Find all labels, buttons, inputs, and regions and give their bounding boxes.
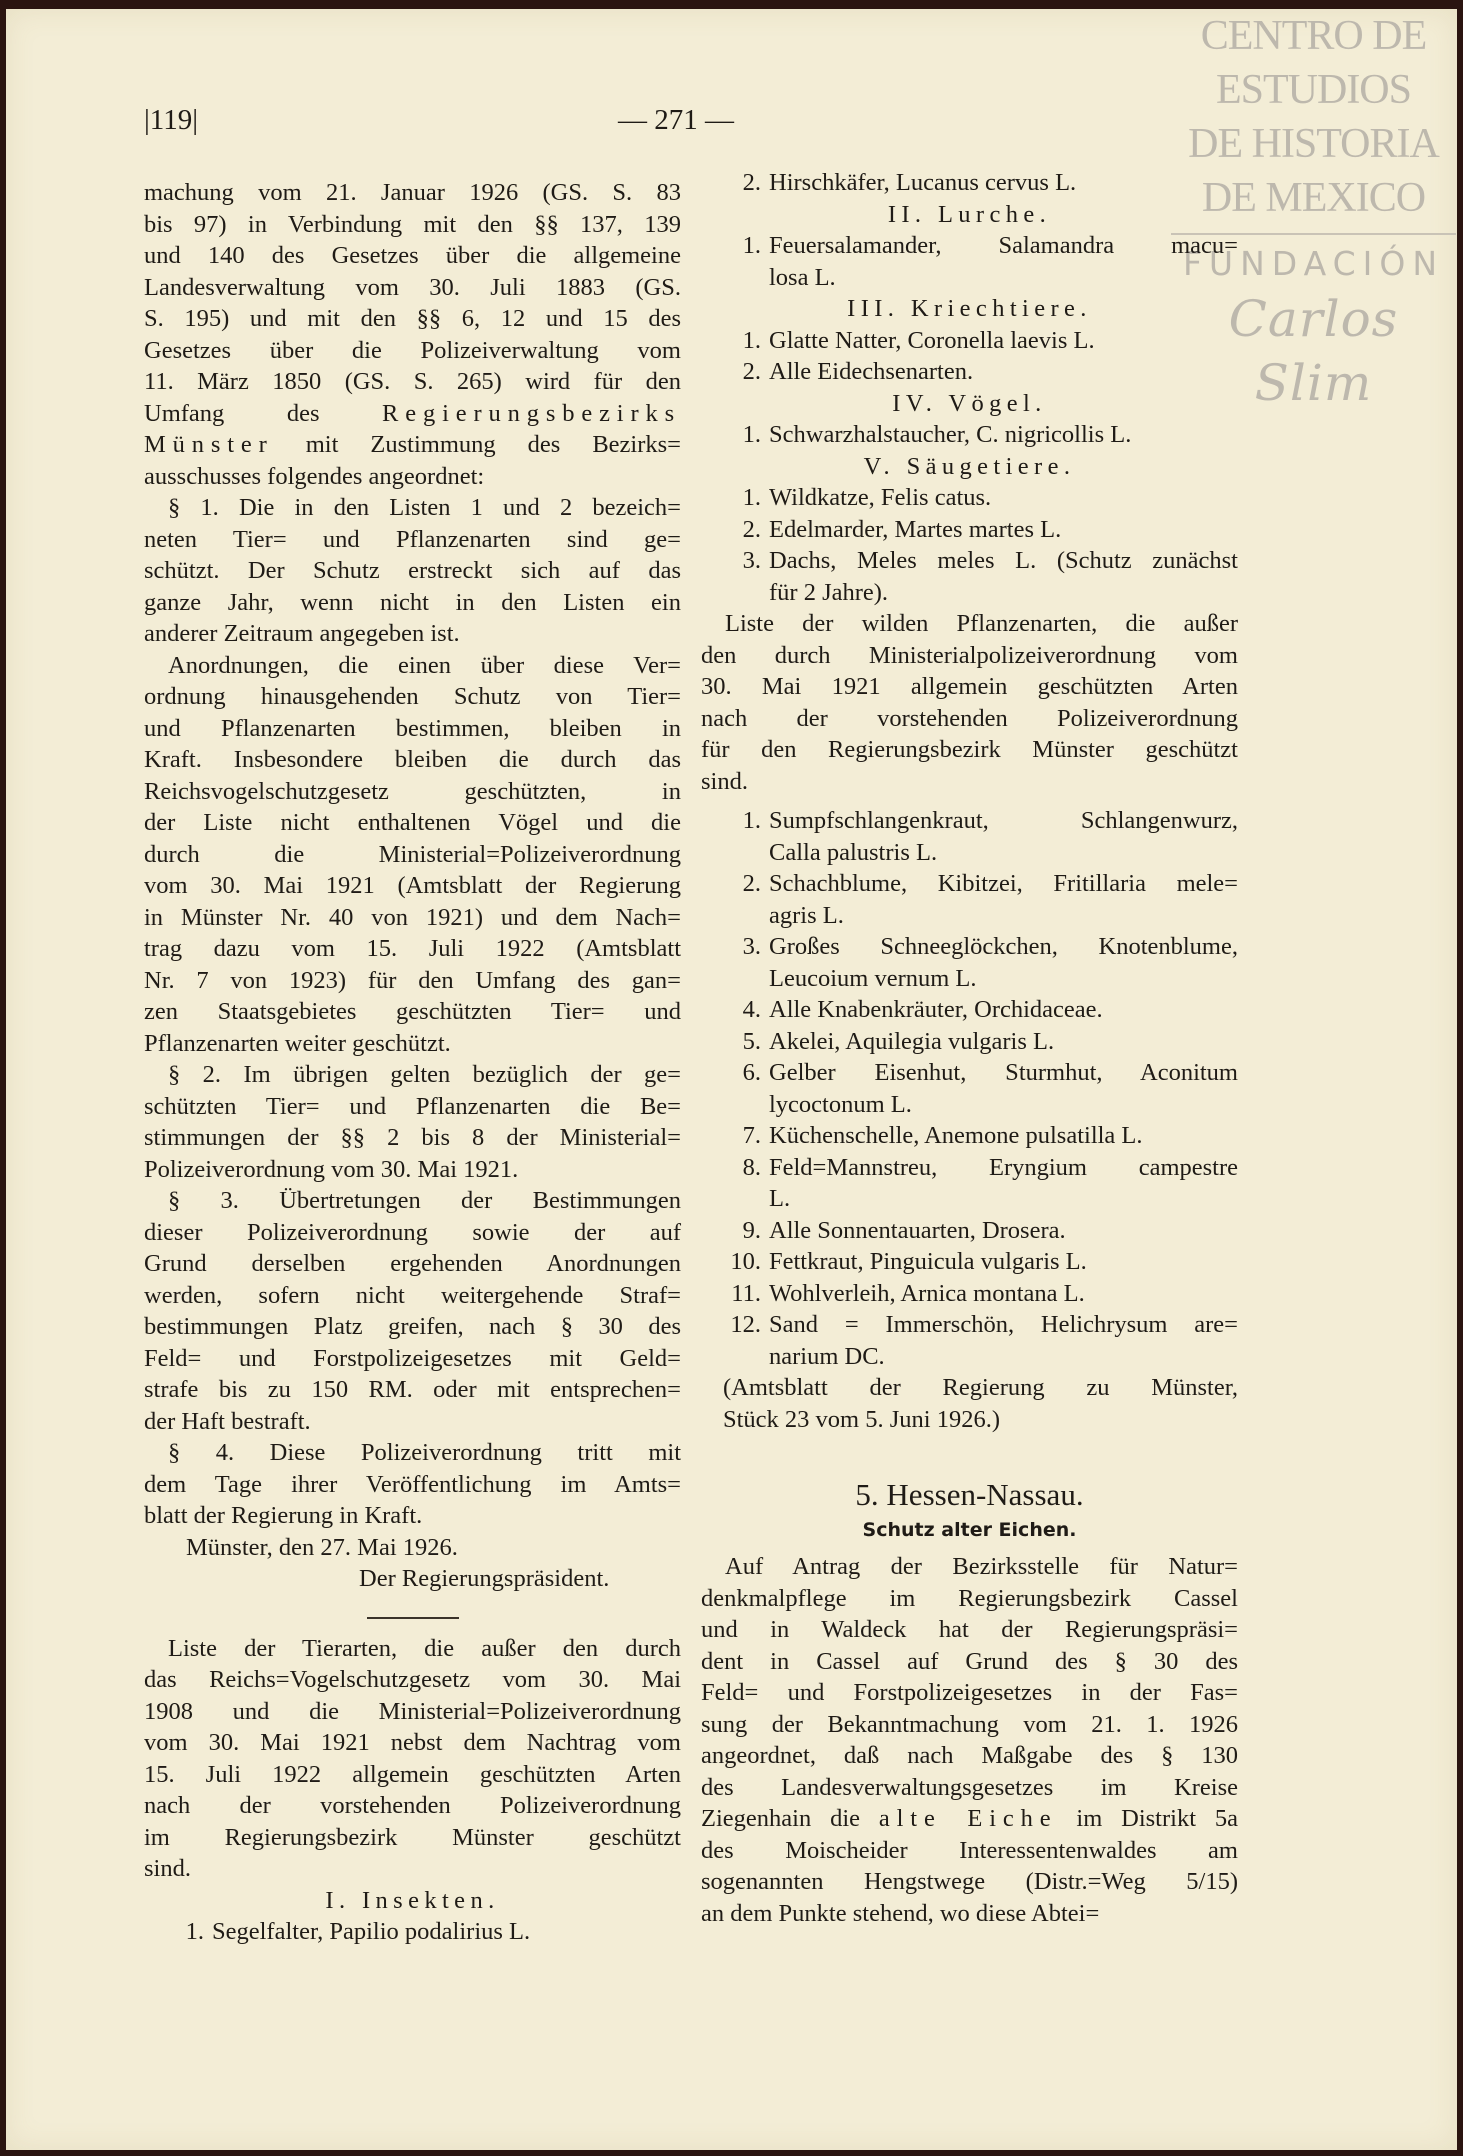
item-text (212, 1916, 681, 1948)
item-number: 2. (742, 870, 761, 897)
item-text (769, 931, 1238, 994)
text-line: Gesetzes über die Polizeiverwaltung vom (144, 336, 681, 364)
item-text (769, 1215, 1238, 1247)
item-text (769, 1152, 1238, 1215)
item-number: 1. (185, 1918, 204, 1945)
text-line: § 1. Die in den Listen 1 und 2 bezeich= (168, 494, 681, 521)
text-line (144, 398, 681, 430)
text-line: Reichsvogelschutzgesetz geschützten, in (144, 777, 681, 805)
text-line: des Landesverwaltungsgesetzes im Kreise (701, 1773, 1238, 1801)
text-line: der Liste nicht enthaltenen Vögel und die (144, 809, 681, 836)
text-line: Segelfalter, Papilio podalirius L. (212, 1918, 531, 1945)
list-item (701, 868, 1238, 931)
item-text (769, 805, 1238, 868)
text-segment: Regierungsbezirks (382, 399, 681, 427)
item-text (769, 1120, 1238, 1152)
page-number: — 271 — (618, 104, 734, 136)
list-item (701, 1309, 1238, 1372)
text-line: Küchenschelle, Anemone pulsatilla L. (769, 1122, 1143, 1149)
text-line: neten Tier= und Pflanzenarten sind ge= (144, 525, 681, 553)
text-line: Glatte Natter, Coronella laevis L. (769, 326, 1095, 354)
item-text (769, 325, 1238, 357)
text-line: agris L. (769, 901, 844, 929)
item-number: 1. (742, 484, 761, 511)
text-line: für den Regierungsbezirk Münster geschützt (701, 736, 1238, 763)
text-line: Leucoium vernum L. (769, 964, 977, 992)
item-number: 12. (730, 1311, 761, 1338)
item-text (769, 1246, 1238, 1278)
text-line: Liste der Tierarten, die außer den durch (168, 1634, 681, 1662)
paragraph (701, 608, 1238, 797)
text-line: Sand = Immerschön, Helichrysum are= (769, 1311, 1238, 1338)
list-item (701, 1152, 1238, 1215)
item-text (769, 356, 1238, 388)
text-line: sind. (144, 1855, 191, 1882)
text-line: bestimmungen Platz greifen, nach § 30 des (144, 1313, 681, 1340)
text-line: bis 97) in Verbindung mit den §§ 137, 139 (144, 210, 681, 238)
watermark-line: ESTUDIOS (1215, 67, 1411, 113)
text-line: Wohlverleih, Arnica montana L. (769, 1279, 1085, 1307)
list-item (701, 230, 1238, 293)
text-line: trag dazu vom 15. Juli 1922 (Amtsblatt (144, 935, 681, 962)
item-text (769, 545, 1238, 608)
item-number: 1. (742, 326, 761, 354)
text-segment: Umfang des (144, 399, 383, 427)
paragraph (144, 177, 681, 492)
text-line: nach der vorstehenden Polizeiverordnung (701, 704, 1238, 732)
text-line: Liste der wilden Pflanzenarten, die außer (725, 610, 1238, 637)
text-line: sogenannten Hengstwege (Distr.=Weg 5/15) (701, 1868, 1238, 1895)
text-line: § 4. Diese Polizeiverordnung tritt mit (168, 1439, 681, 1466)
text-line: Akelei, Aquilegia vulgaris L. (769, 1027, 1055, 1055)
text-line: Grund derselben ergehenden Anordnungen (144, 1250, 681, 1277)
item-number: 1. (742, 807, 761, 834)
text-line: 15. Juli 1922 allgemein geschützten Arten (144, 1760, 681, 1788)
list-item (701, 482, 1238, 514)
item-text (769, 419, 1238, 451)
text-line: Schachblume, Kibitzei, Fritillaria mele= (769, 870, 1238, 897)
item-text (769, 868, 1238, 931)
text-line: angeordnet, daß nach Maßgabe des § 130 (701, 1742, 1238, 1769)
text-line: Gelber Eisenhut, Sturmhut, Aconitum (769, 1059, 1238, 1086)
item-number: 7. (742, 1122, 761, 1149)
list-item (701, 931, 1238, 994)
item-text (769, 1309, 1238, 1372)
text-line: lycoctonum L. (769, 1090, 912, 1118)
left-column (144, 177, 681, 1948)
right-column (701, 167, 1238, 1929)
text-line: Landesverwaltung vom 30. Juli 1883 (GS. (144, 273, 681, 301)
text-line: S. 195) und mit den §§ 6, 12 und 15 des (144, 305, 681, 332)
item-text (769, 994, 1238, 1026)
text-line: narium DC. (769, 1342, 885, 1370)
text-line: schützt. Der Schutz erstreckt sich auf das (144, 557, 681, 584)
text-line: denkmalpflege im Regierungsbezirk Cassel (701, 1584, 1238, 1612)
text-segment: im Distrikt 5a (1057, 1805, 1239, 1832)
text-segment: Ziegenhain die (701, 1805, 879, 1832)
text-line: (Amtsblatt der Regierung zu Münster, (723, 1374, 1238, 1401)
list-item (701, 1026, 1238, 1058)
text-line: Großes Schneeglöckchen, Knotenblume, (769, 933, 1238, 960)
text-line: werden, sofern nicht weitergehende Straf= (144, 1281, 681, 1309)
text-line: sung der Bekanntmachung vom 21. 1. 1926 (701, 1710, 1238, 1738)
text-line: Feld=Mannstreu, Eryngium campestre (769, 1153, 1238, 1181)
item-number: 10. (730, 1248, 761, 1275)
text-line: Wildkatze, Felis catus. (769, 484, 992, 511)
text-line: dent in Cassel auf Grund des § 30 des (701, 1647, 1238, 1675)
item-text (769, 514, 1238, 546)
text-line: Calla palustris L. (769, 838, 938, 866)
item-number: 2. (742, 169, 761, 196)
text-line: Feld= und Forstpolizeigesetzes in der Fas= (701, 1679, 1238, 1706)
list-item (701, 514, 1238, 546)
source-note (701, 1372, 1238, 1435)
item-number: 2. (742, 358, 761, 385)
watermark-line: DE MEXICO (1201, 175, 1426, 221)
dateline: Münster, den 27. Mai 1926. (186, 1533, 458, 1561)
item-number: 5. (742, 1027, 761, 1055)
text-line: und 140 des Gesetzes über die allgemeine (144, 242, 681, 269)
list-item (144, 1916, 681, 1948)
paragraph (144, 1437, 681, 1532)
item-number: 1. (742, 421, 761, 448)
text-line (701, 1803, 1238, 1835)
plant-list (701, 805, 1238, 1372)
text-segment: alte Eiche (878, 1805, 1058, 1832)
paragraph (144, 1185, 681, 1437)
bracket-page-number: |119| (144, 104, 199, 136)
text-line: Dachs, Meles meles L. (Schutz zunächst (769, 547, 1238, 574)
text-line: an dem Punkte stehend, wo diese Abtei= (701, 1899, 1100, 1927)
watermark-line: CENTRO DE (1200, 13, 1427, 59)
text-line: der Haft bestraft. (144, 1407, 311, 1435)
list-item (701, 1246, 1238, 1278)
item-number: 8. (742, 1153, 761, 1181)
text-line: 11. März 1850 (GS. S. 265) wird für den (144, 368, 681, 395)
item-number: 3. (742, 933, 761, 960)
text-line: Alle Sonnentauarten, Drosera. (769, 1216, 1066, 1244)
paragraph (144, 492, 681, 650)
text-line: ausschusses folgendes angeordnet: (144, 462, 485, 490)
item-number: 2. (742, 515, 761, 543)
list-item (701, 167, 1238, 199)
text-line: § 2. Im übrigen gelten bezüglich der ge= (168, 1061, 681, 1088)
text-line: Hirschkäfer, Lucanus cervus L. (769, 169, 1077, 196)
text-line: Polizeiverordnung vom 30. Mai 1921. (144, 1155, 519, 1183)
text-line: Feuersalamander, Salamandra macu= (769, 232, 1238, 259)
text-line: losa L. (769, 263, 836, 291)
text-line: Feld= und Forstpolizeigesetzes mit Geld= (144, 1344, 681, 1372)
paragraph (144, 1633, 681, 1885)
text-line: Schwarzhalstaucher, C. nigricollis L. (769, 421, 1132, 448)
text-line: Sumpfschlangenkraut, Schlangenwurz, (769, 807, 1238, 834)
item-number: 4. (742, 996, 761, 1023)
divider (367, 1617, 459, 1619)
text-line: ganze Jahr, wenn nicht in den Listen ein (144, 588, 681, 616)
text-line: L. (769, 1185, 791, 1212)
text-line: § 3. Übertretungen der Bestimmungen (168, 1187, 681, 1214)
text-line: Fettkraut, Pinguicula vulgaris L. (769, 1248, 1087, 1275)
watermark-foundation: FUNDACIÓN (1182, 244, 1445, 283)
text-line: 30. Mai 1921 allgemein geschützten Arten (701, 673, 1238, 700)
text-line: strafe bis zu 150 RM. oder mit entsprechen= (144, 1376, 681, 1403)
text-line: sind. (701, 767, 748, 795)
paragraph (144, 650, 681, 1060)
text-line: Alle Eidechsenarten. (769, 358, 974, 385)
section-heading: IV. Vögel. (892, 389, 1047, 417)
item-number: 1. (742, 232, 761, 259)
document-page (6, 9, 1457, 2150)
paragraph (144, 1059, 681, 1185)
item-number: 3. (742, 547, 761, 574)
text-line: durch die Ministerial=Polizeiverordnung (144, 840, 681, 868)
text-line: stimmungen der §§ 2 bis 8 der Ministerial= (144, 1124, 681, 1151)
section-heading: III. Kriechtiere. (847, 295, 1092, 322)
item-text (769, 1057, 1238, 1120)
item-number: 9. (742, 1216, 761, 1244)
text-line: und Pflanzenarten bestimmen, bleiben in (144, 714, 681, 742)
text-line: Auf Antrag der Bezirksstelle für Natur= (725, 1553, 1238, 1580)
item-number: 6. (742, 1059, 761, 1086)
text-line: machung vom 21. Januar 1926 (GS. S. 83 (144, 179, 681, 206)
item-text (769, 230, 1238, 293)
text-line: blatt der Regierung in Kraft. (144, 1502, 423, 1529)
watermark-signature: Carlos Slim (1228, 290, 1399, 412)
text-segment: mit Zustimmung des Bezirks= (273, 431, 681, 458)
text-line: dieser Polizeiverordnung sowie der auf (144, 1218, 681, 1246)
text-segment: Münster (144, 431, 274, 458)
list-item (701, 994, 1238, 1026)
list-item (701, 1215, 1238, 1247)
item-number: 11. (731, 1279, 761, 1307)
text-line: Pflanzenarten weiter geschützt. (144, 1029, 451, 1057)
item-text (769, 167, 1238, 199)
signature: Der Regierungspräsident. (359, 1565, 610, 1592)
section-heading: I. Insekten. (325, 1886, 500, 1914)
list-item (701, 1120, 1238, 1152)
watermark-line: DE HISTORIA (1188, 121, 1439, 167)
text-line: vom 30. Mai 1921 (Amtsblatt der Regierung (144, 872, 681, 899)
section-heading: V. Säugetiere. (863, 452, 1076, 480)
list-item (701, 356, 1238, 388)
paragraph (701, 1551, 1238, 1929)
item-text (769, 1278, 1238, 1310)
text-line: Edelmarder, Martes martes L. (769, 515, 1062, 543)
text-line: den durch Ministerialpolizeiverordnung vom (701, 641, 1238, 669)
text-line: anderer Zeitraum angegeben ist. (144, 620, 460, 647)
list-item (701, 1278, 1238, 1310)
text-line: Stück 23 vom 5. Juni 1926.) (723, 1405, 1000, 1433)
text-line: Nr. 7 von 1923) für den Umfang des gan= (144, 966, 681, 994)
text-line: und in Waldeck hat der Regierungspräsi= (701, 1616, 1238, 1643)
text-line: Kraft. Insbesondere bleiben die durch das (144, 746, 681, 773)
text-line: zen Staatsgebietes geschützten Tier= und (144, 998, 681, 1025)
text-line: nach der vorstehenden Polizeiverordnung (144, 1792, 681, 1819)
text-line: Anordnungen, die einen über diese Ver= (168, 651, 681, 679)
text-line: für 2 Jahre). (769, 578, 889, 606)
text-line: des Moischeider Interessentenwaldes am (701, 1836, 1238, 1864)
list-item (701, 545, 1238, 608)
subheading: Schutz alter Eichen. (862, 1519, 1077, 1541)
text-line: schützten Tier= und Pflanzenarten die Be= (144, 1092, 681, 1120)
text-line: das Reichs=Vogelschutzgesetz vom 30. Mai (144, 1666, 681, 1693)
text-line: vom 30. Mai 1921 nebst dem Nachtrag vom (144, 1729, 681, 1756)
text-line: 1908 und die Ministerial=Polizeiverordnung (144, 1697, 681, 1725)
list-item (701, 1057, 1238, 1120)
list-item (701, 419, 1238, 451)
item-text (769, 482, 1238, 514)
text-line: dem Tage ihrer Veröffentlichung im Amts= (144, 1470, 681, 1498)
text-line (144, 429, 681, 461)
chapter-heading: 5. Hessen-Nassau. (855, 1477, 1084, 1512)
list-item (701, 325, 1238, 357)
section-heading: II. Lurche. (887, 200, 1052, 228)
text-line: in Münster Nr. 40 von 1921) und dem Nach= (144, 903, 681, 931)
list-item (701, 805, 1238, 868)
text-line: im Regierungsbezirk Münster geschützt (144, 1823, 681, 1851)
item-text (769, 1026, 1238, 1058)
text-line: Alle Knabenkräuter, Orchidaceae. (769, 996, 1103, 1023)
text-line: ordnung hinausgehenden Schutz von Tier= (144, 683, 681, 710)
